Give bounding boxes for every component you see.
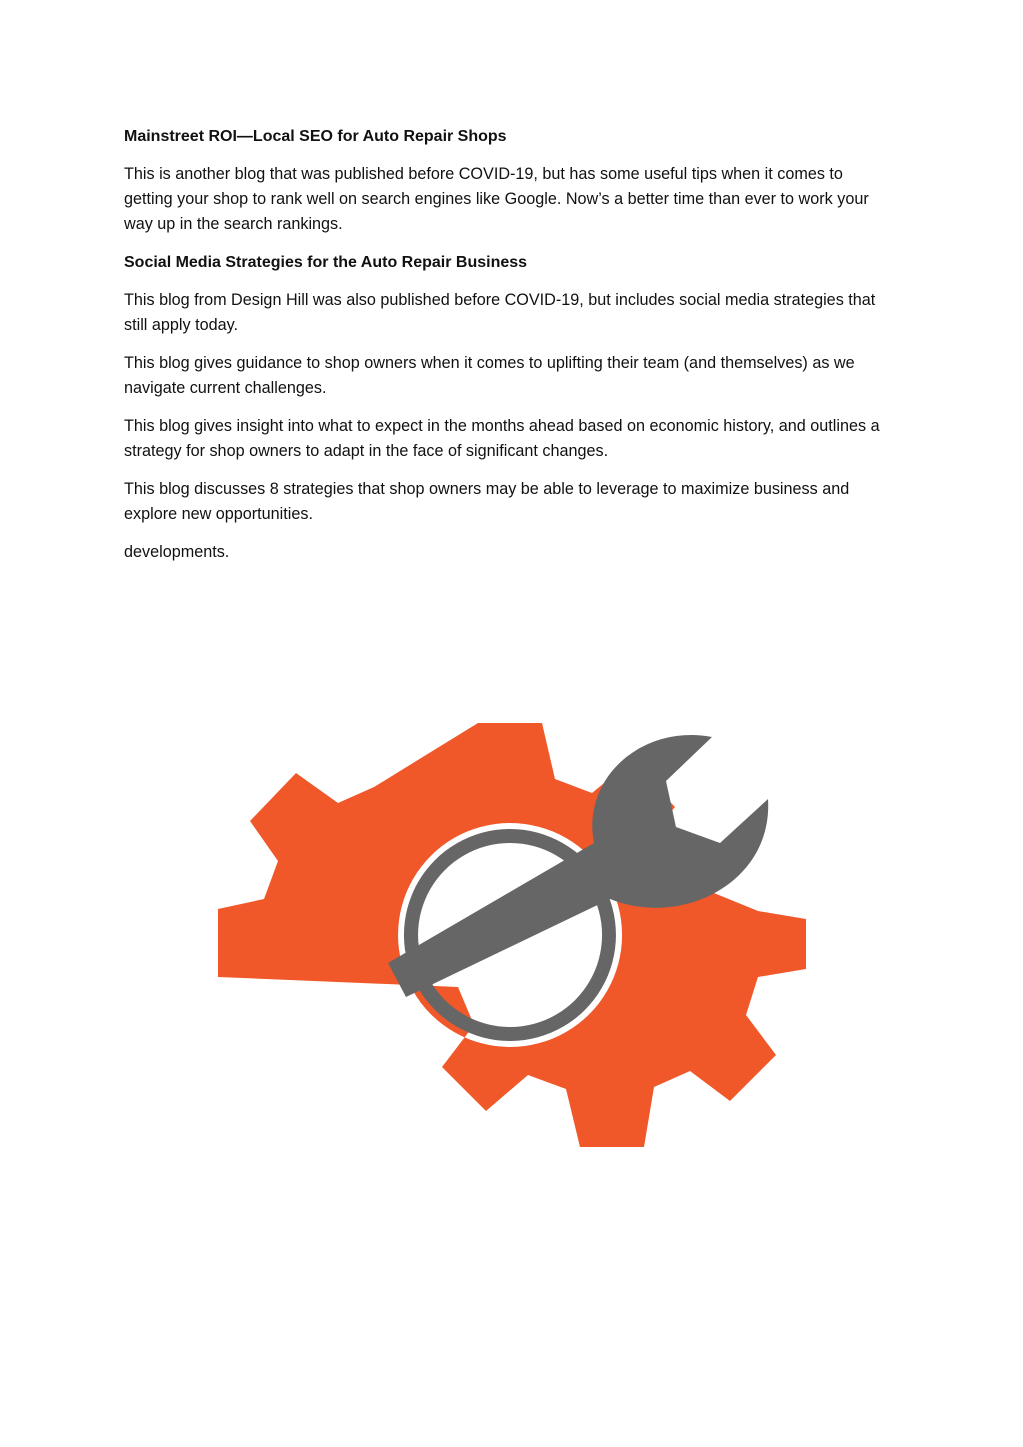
paragraph-economic-history: This blog gives insight into what to expect in the months ahead based on economic history, and outlines a strategy for shop owners to adapt in the face of significant changes. <box>124 417 880 460</box>
paragraph-local-seo: This is another blog that was published before COVID-19, but has some useful tips when it comes to getting your shop to rank well on search engines like Google. Now’s a better time than ever to work your way up in the search rankings. <box>124 165 869 233</box>
paragraph-developments: developments. <box>124 543 230 561</box>
paragraph-eight-strategies: This blog discusses 8 strategies that shop owners may be able to leverage to maximize business and explore new opportunities. <box>124 480 850 523</box>
gear-wrench-icon <box>210 715 810 1155</box>
heading-local-seo: Mainstreet ROI—Local SEO for Auto Repair Shops <box>124 128 507 145</box>
paragraph-uplifting-team: This blog gives guidance to shop owners when it comes to uplifting their team (and themselves) as we navigate current challenges. <box>124 354 855 397</box>
gear-wrench-logo <box>210 715 810 1155</box>
heading-social-media: Social Media Strategies for the Auto Repair Business <box>124 254 528 271</box>
document-body <box>124 124 896 578</box>
paragraph-social-media: This blog from Design Hill was also published before COVID-19, but includes social media strategies that still apply today. <box>124 291 876 334</box>
